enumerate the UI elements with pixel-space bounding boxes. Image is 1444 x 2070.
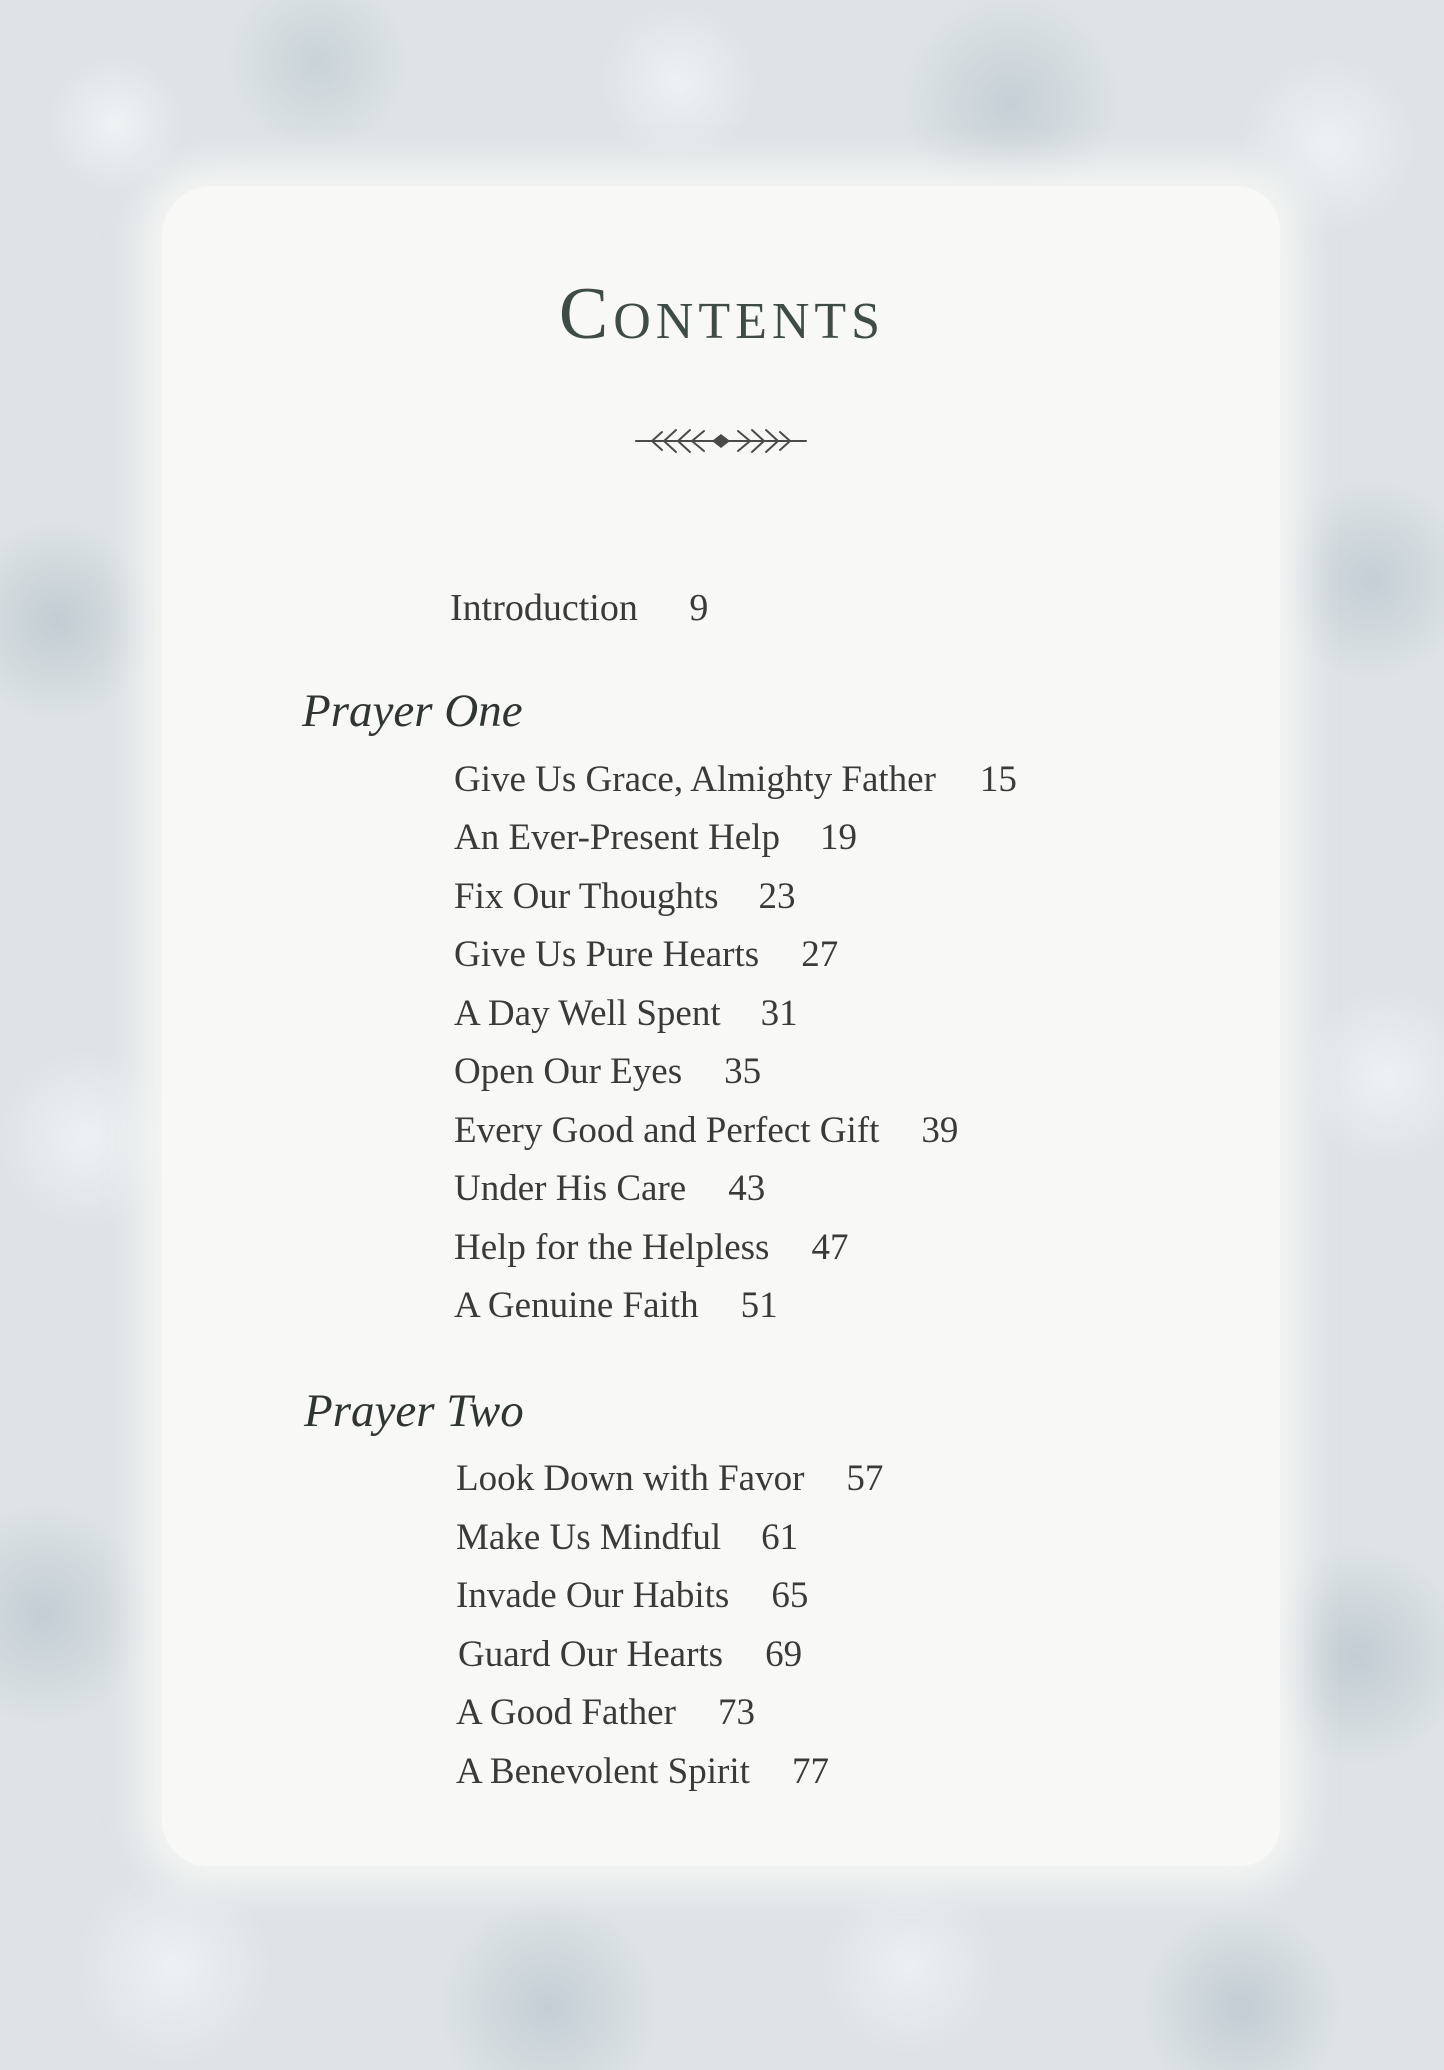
entry-page-number: 23 <box>758 876 796 917</box>
entry-title: Guard Our Hearts 69 <box>458 1634 803 1675</box>
entry-title: Look Down with Favor 57 <box>456 1458 884 1499</box>
entry-title: Give Us Grace, Almighty Father 15 <box>454 759 1017 800</box>
entry-title: Make Us Mindful 61 <box>456 1517 799 1558</box>
entry-title: Invade Our Habits 65 <box>456 1575 809 1616</box>
section-title-prayer-one: Prayer One <box>302 685 523 737</box>
entry-page-number: 27 <box>801 934 839 975</box>
entry-page-number: 39 <box>921 1110 959 1151</box>
entry-title: Help for the Helpless 47 <box>454 1227 849 1268</box>
entry-title: Every Good and Perfect Gift 39 <box>454 1110 959 1151</box>
introduction-page-number: 9 <box>689 587 709 629</box>
entry-page-number: 69 <box>765 1634 803 1675</box>
leaf-flourish-ornament-icon <box>632 424 810 458</box>
entry-title: Under His Care 43 <box>454 1168 766 1209</box>
entry-title: A Day Well Spent 31 <box>454 993 798 1034</box>
contents-title: Contents <box>558 273 886 355</box>
entry-page-number: 19 <box>820 817 857 858</box>
entry-title: An Ever-Present Help 19 <box>454 817 857 858</box>
entry-title: Open Our Eyes 35 <box>454 1051 762 1092</box>
entry-page-number: 77 <box>791 1751 829 1792</box>
entry-page-number: 47 <box>811 1227 849 1268</box>
entry-page-number: 31 <box>760 993 798 1034</box>
section-title-prayer-two: Prayer Two <box>304 1385 524 1437</box>
entry-title: Give Us Pure Hearts 27 <box>454 934 839 975</box>
entry-page-number: 15 <box>979 759 1017 800</box>
entry-page-number: 35 <box>724 1051 762 1092</box>
entry-page-number: 61 <box>761 1517 799 1558</box>
entry-page-number: 51 <box>740 1285 778 1326</box>
introduction-label: Introduction <box>450 587 638 629</box>
entry-title: A Genuine Faith 51 <box>454 1285 778 1326</box>
entry-title: A Benevolent Spirit 77 <box>456 1751 829 1792</box>
entry-page-number: 65 <box>771 1575 809 1616</box>
entry-page-number: 43 <box>728 1168 766 1209</box>
entry-title: Fix Our Thoughts 23 <box>454 876 796 917</box>
entry-title: A Good Father 73 <box>456 1692 755 1733</box>
entry-page-number: 73 <box>717 1692 755 1733</box>
introduction-entry[interactable] <box>450 586 708 630</box>
entry-page-number: 57 <box>846 1458 884 1499</box>
